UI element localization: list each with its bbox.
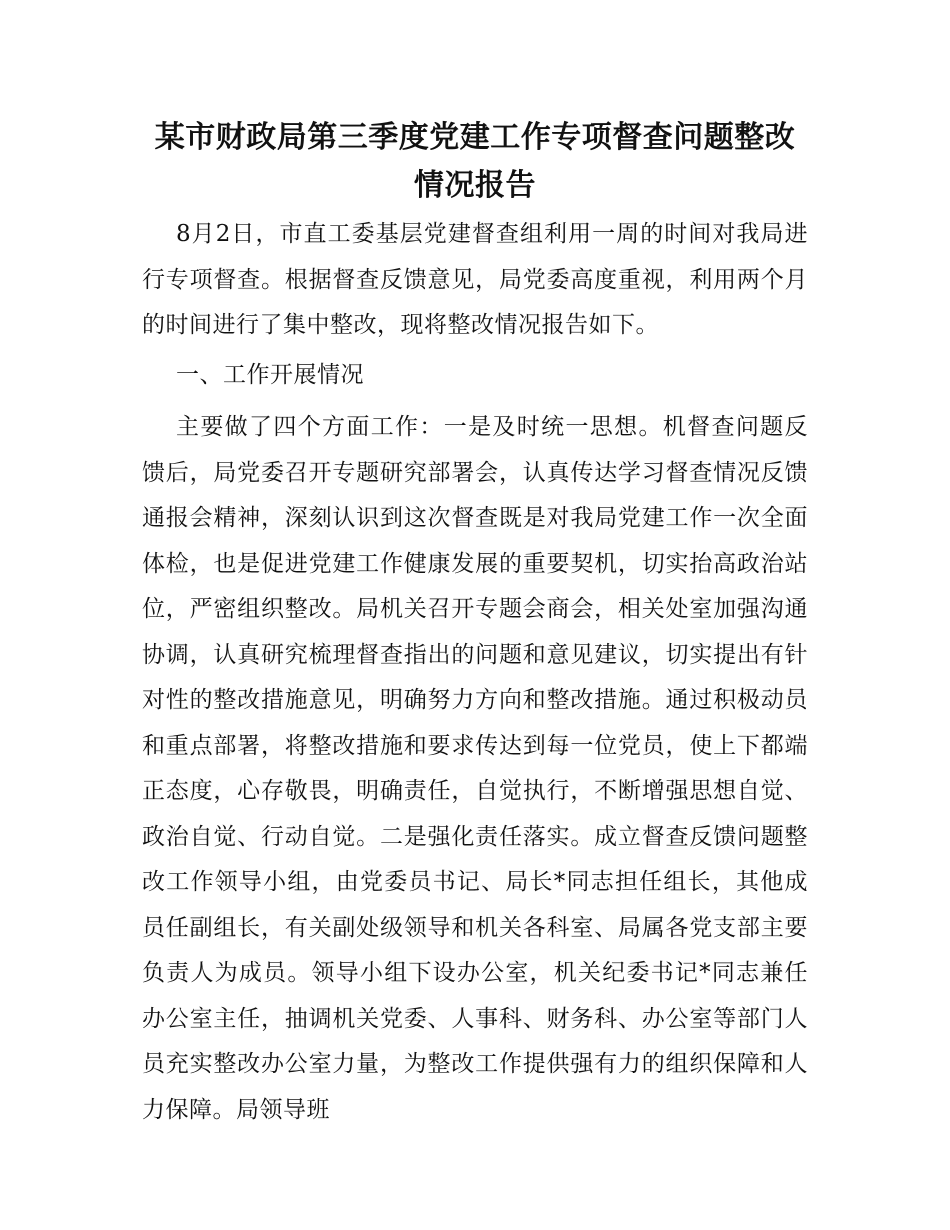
section-paragraph: 主要做了四个方面工作：一是及时统一思想。机督查问题反馈后，局党委召开专题研究部署会，认真传达学习督查情况反馈通报会精神，深刻认识到这次督查既是对我局党建工作一次全面体检，也是促进党建工作健康发展的重要契机，切实抬高政治站位，严密组织整改。局机关召开专题会商会，相关处室加强沟通协调，认真研究梳理督查指出的问题和意见建议，切实提出有针对性的整改措施意见，明确努力方向和整改措施。通过积极动员和重点部署，将整改措施和要求传达到每一位党员，使上下都端正态度，心存敬畏，明确责任，自觉执行，不断增强思想自觉、政治自觉、行动自觉。二是强化责任落实。成立督查反馈问题整改工作领导小组，由党委员书记、局长*同志担任组长，其他成员任副组长，有关副处级领导和机关各科室、局属各党支部主要负责人为成员。领导小组下设办公室，机关纪委书记*同志兼任办公室主任，抽调机关党委、人事科、财务科、办公室等部门人员充实整改办公室力量，为整改工作提供强有力的组织保障和人力保障。局领导班 — [142, 414, 808, 1123]
intro-paragraph: 8月2日，市直工委基层党建督查组利用一周的时间对我局进行专项督查。根据督查反馈意见，局党委高度重视，利用两个月的时间进行了集中整改，现将整改情况报告如下。 — [142, 221, 808, 338]
section-heading: 一、工作开展情况 — [176, 362, 364, 388]
document-title: 某市财政局第三季度党建工作专项督查问题整改情况报告 — [154, 120, 796, 203]
